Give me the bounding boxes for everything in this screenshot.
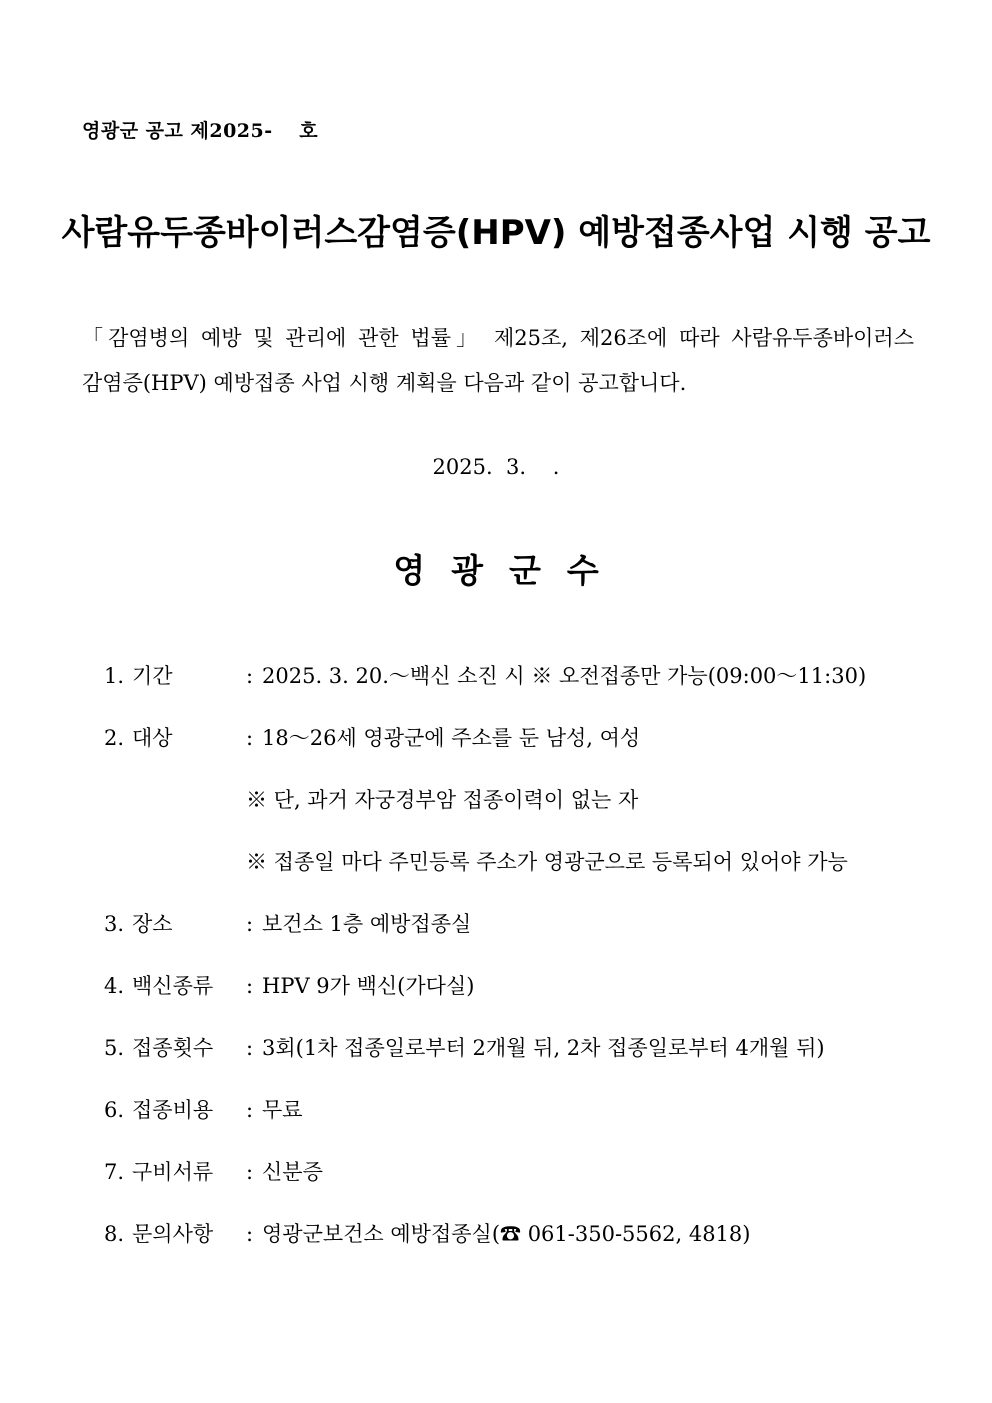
item-number: 1. bbox=[104, 664, 125, 688]
notice-date: 2025. 3. . bbox=[432, 455, 560, 479]
item-value: 18～26세 영광군에 주소를 둔 남성, 여성 bbox=[262, 726, 641, 750]
item-colon: : bbox=[246, 1098, 254, 1122]
item-value: 보건소 1층 예방접종실 bbox=[262, 912, 472, 936]
target-note-2 bbox=[104, 846, 924, 908]
item-dose-count bbox=[104, 1032, 924, 1094]
item-label: 접종횟수 bbox=[132, 1036, 214, 1060]
item-documents bbox=[104, 1156, 924, 1218]
note-text: ※ 단, 과거 자궁경부암 접종이력이 없는 자 bbox=[246, 788, 639, 812]
item-colon: : bbox=[246, 664, 254, 688]
item-target bbox=[104, 722, 924, 784]
item-colon: : bbox=[246, 1036, 254, 1060]
item-value: 영광군보건소 예방접종실(☎ 061-350-5562, 4818) bbox=[262, 1222, 751, 1246]
item-number: 3. bbox=[104, 912, 125, 936]
item-number: 7. bbox=[104, 1160, 125, 1184]
item-number: 2. bbox=[104, 726, 125, 750]
target-note-1 bbox=[104, 784, 924, 846]
item-label: 접종비용 bbox=[132, 1098, 214, 1122]
item-value: 신분증 bbox=[262, 1160, 323, 1184]
item-colon: : bbox=[246, 974, 254, 998]
item-colon: : bbox=[246, 912, 254, 936]
notice-number: 영광군 공고 제2025- 호 bbox=[82, 120, 319, 142]
note-text: ※ 접종일 마다 주민등록 주소가 영광군으로 등록되어 있어야 가능 bbox=[246, 850, 848, 874]
document-title: 사람유두종바이러스감염증(HPV) 예방접종사업 시행 공고 bbox=[61, 213, 931, 253]
item-colon: : bbox=[246, 1160, 254, 1184]
item-label: 대상 bbox=[132, 726, 173, 750]
item-label: 문의사항 bbox=[132, 1222, 214, 1246]
item-number: 8. bbox=[104, 1222, 125, 1246]
item-label: 백신종류 bbox=[132, 974, 214, 998]
item-number: 6. bbox=[104, 1098, 125, 1122]
item-number: 4. bbox=[104, 974, 125, 998]
item-period bbox=[104, 660, 924, 722]
item-vaccine-type bbox=[104, 970, 924, 1032]
item-value: HPV 9가 백신(가다실) bbox=[262, 974, 475, 998]
notice-items bbox=[104, 660, 924, 1280]
intro-line-1: 「감염병의 예방 및 관리에 관한 법률」 제25조, 제26조에 따라 사람유두종바이러스 bbox=[82, 326, 914, 350]
item-number: 5. bbox=[104, 1036, 125, 1060]
item-value: 무료 bbox=[262, 1098, 303, 1122]
item-location bbox=[104, 908, 924, 970]
item-cost bbox=[104, 1094, 924, 1156]
item-label: 장소 bbox=[132, 912, 173, 936]
item-inquiry bbox=[104, 1218, 924, 1280]
item-colon: : bbox=[246, 726, 254, 750]
issuer-signature: 영광군수 bbox=[393, 551, 625, 590]
item-label: 기간 bbox=[132, 664, 173, 688]
intro-paragraph bbox=[82, 316, 914, 406]
item-label: 구비서류 bbox=[132, 1160, 214, 1184]
intro-line-2: 감염증(HPV) 예방접종 사업 시행 계획을 다음과 같이 공고합니다. bbox=[82, 371, 687, 395]
item-value: 3회(1차 접종일로부터 2개월 뒤, 2차 접종일로부터 4개월 뒤) bbox=[262, 1036, 825, 1060]
item-colon: : bbox=[246, 1222, 254, 1246]
item-value: 2025. 3. 20.～백신 소진 시 ※ 오전접종만 가능(09:00～11:30) bbox=[262, 664, 867, 688]
